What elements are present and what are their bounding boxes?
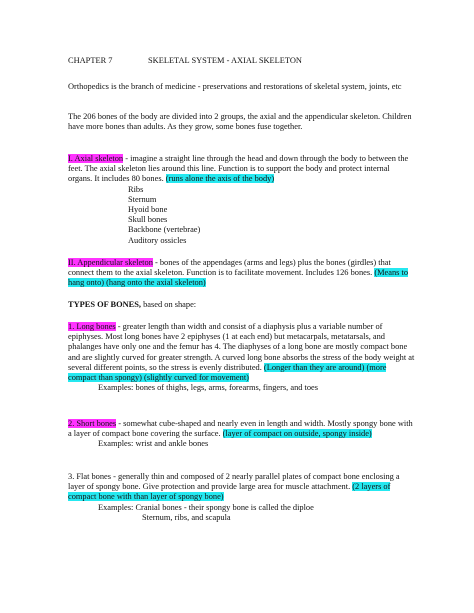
- flat-bones-examples-1: Examples: Cranial bones - their spongy bone is called the diploe: [98, 502, 314, 512]
- types-heading-rest: based on shape:: [141, 300, 197, 309]
- list-item: Hyoid bone: [128, 205, 168, 215]
- list-item: Backbone (vertebrae): [128, 225, 201, 235]
- intro-paragraph-1: [68, 82, 416, 92]
- chapter-label: CHAPTER 7: [68, 56, 113, 65]
- list-item: Sternum: [128, 194, 157, 204]
- long-bones-paragraph: [68, 322, 416, 383]
- list-item: Ribs: [128, 184, 144, 194]
- types-heading-bold: TYPES OF BONES,: [68, 300, 141, 309]
- appendicular-text: - bones of the appendages (arms and legs) plus the bones (girdles) that connect them to the axial skeleton. Function is to facilitate movement. Includes 126 bones.: [68, 258, 391, 278]
- flat-bones-text: 3. Flat bones - generally thin and composed of 2 nearly parallel plates of compact bone enclosing a layer of spongy bone. Give protection and provide large area for muscle attachment.: [68, 472, 400, 492]
- flat-bones-section: [68, 472, 416, 523]
- list-item: Auditory ossicles: [128, 235, 187, 245]
- appendicular-label: II. Appendicular skeleton: [68, 258, 153, 267]
- document-header: [68, 56, 416, 66]
- long-bones-text: - greater length than width and consist of a diaphysis plus a variable number of epiphyses. Most long bones have 2 epiphyses (1 at each end) but metacarpals, metatarsals, and phalanges have only one and the femur has 4. The diaphyses of a long bone are mostly compact bone and are slightly curved for greater strength. A curved long bone absorbs the stress of the body weight at several different points, so the stress is evenly distributed.: [68, 322, 415, 372]
- intro-paragraph-2: [68, 112, 416, 132]
- short-bones-paragraph: [68, 419, 416, 439]
- types-heading: [68, 300, 416, 310]
- chapter-title: SKELETAL SYSTEM - AXIAL SKELETON: [148, 56, 302, 65]
- axial-bone-list: [68, 185, 416, 246]
- flat-bones-examples-2: Sternum, ribs, and scapula: [142, 512, 231, 522]
- intro-text-2: The 206 bones of the body are divided into 2 groups, the axial and the appendicular skeleton. Children have more bones than adults. As they grow, some bones fuse together.: [68, 112, 412, 132]
- short-bones-section: [68, 419, 416, 450]
- long-bones-examples: Examples: bones of thighs, legs, arms, forearms, fingers, and toes: [98, 383, 319, 393]
- short-bones-label: 2. Short bones: [68, 419, 117, 428]
- flat-bones-note: (2 layers of compact bone with than layer of spongy bone): [68, 482, 391, 502]
- axial-note: (runs alone the axis of the body): [165, 174, 275, 184]
- axial-text: - imagine a straight line through the head and down through the body to between the feet. The axial skeleton lies around this line. Function is to support the body and protect internal organs. It includes 80 bones.: [68, 154, 409, 184]
- appendicular-note: (Means to hang onto) (hang onto the axial skeleton): [68, 268, 409, 288]
- axial-label: I. Axial skeleton: [68, 154, 124, 163]
- long-bones-section: [68, 322, 416, 393]
- long-bones-label: 1. Long bones: [68, 322, 116, 331]
- appendicular-paragraph: [68, 258, 416, 289]
- axial-section: [68, 154, 416, 246]
- list-item: Skull bones: [128, 215, 168, 225]
- long-bones-note: (Longer than they are around) (more compact than spongy) (slightly curved for movement): [68, 362, 387, 383]
- flat-bones-paragraph: [68, 472, 416, 503]
- intro-text-1: Orthopedics is the branch of medicine - preservations and restorations of skeletal system, joints, etc: [68, 82, 402, 91]
- axial-paragraph: [68, 154, 416, 185]
- appendicular-section: [68, 258, 416, 289]
- short-bones-examples: Examples: wrist and ankle bones: [98, 439, 209, 449]
- short-bones-note: (layer of compact on outside, spongy inside): [222, 429, 372, 439]
- short-bones-text: - somewhat cube-shaped and nearly even in length and width. Mostly spongy bone with a layer of compact bone covering the surface.: [68, 419, 413, 439]
